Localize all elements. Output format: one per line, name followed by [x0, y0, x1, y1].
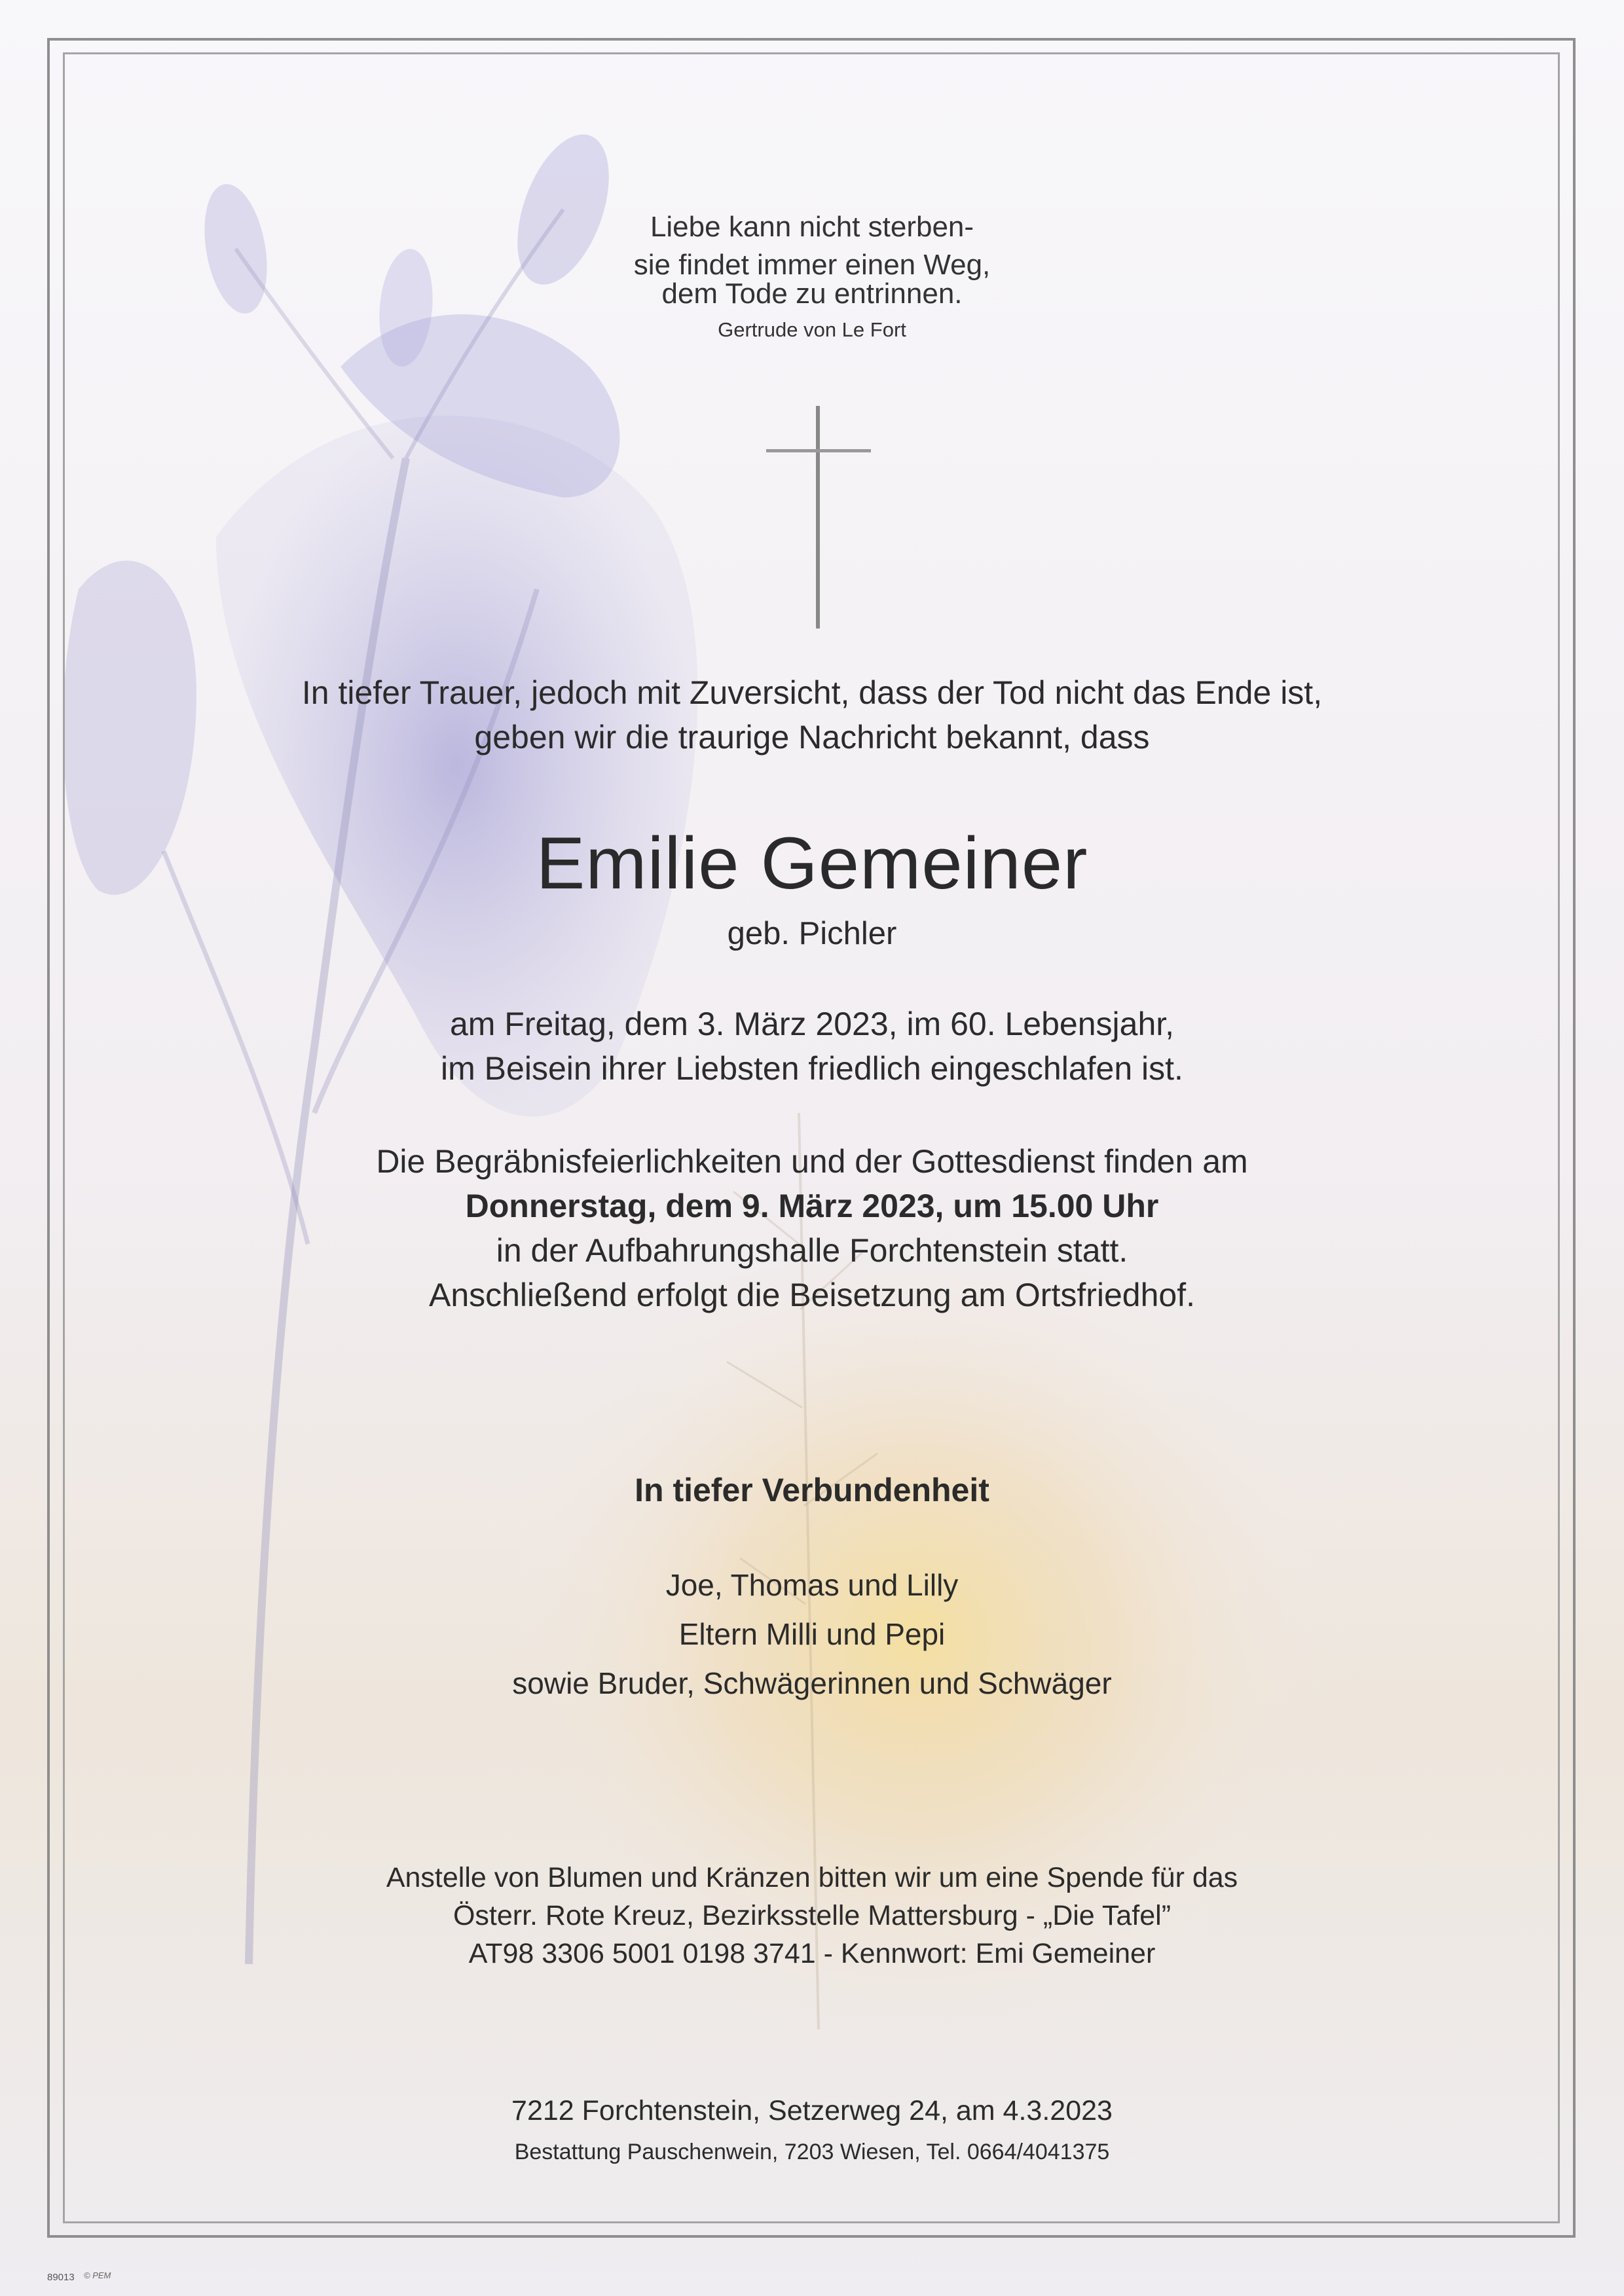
donation-line: Österr. Rote Kreuz, Bezirksstelle Mattersburg - „Die Tafel” [452, 1900, 1172, 1931]
mourner-line: Joe, Thomas und Lilly [665, 1568, 959, 1602]
cross-icon [766, 406, 871, 629]
form-code: 89013 [47, 2272, 75, 2283]
funeral-date: Donnerstag, dem 9. März 2023, um 15.00 Uhr [465, 1188, 1159, 1224]
death-line: am Freitag, dem 3. März 2023, im 60. Lebensjahr, [449, 1006, 1175, 1042]
quote-line: Liebe kann nicht sterben- [650, 211, 974, 243]
intro-line: In tiefer Trauer, jedoch mit Zuversicht, dass der Tod nicht das Ende ist, [301, 674, 1323, 711]
publisher-logo: © PEM [84, 2270, 111, 2280]
donation-line: AT98 3306 5001 0198 3741 - Kennwort: Emi Gemeiner [468, 1938, 1156, 1969]
birth-name: geb. Pichler [727, 916, 897, 951]
mourner-line: Eltern Milli und Pepi [678, 1617, 946, 1651]
address-line: 7212 Forchtenstein, Setzerweg 24, am 4.3.2023 [511, 2095, 1113, 2126]
funeral-line: Die Begräbnisfeierlichkeiten und der Gottesdienst finden am [376, 1143, 1248, 1180]
death-line: im Beisein ihrer Liebsten friedlich eingeschlafen ist. [441, 1050, 1183, 1087]
donation-line: Anstelle von Blumen und Kränzen bitten wir um eine Spende für das [386, 1862, 1238, 1893]
undertaker-line: Bestattung Pauschenwein, 7203 Wiesen, Tel. 0664/4041375 [514, 2140, 1110, 2164]
funeral-line: Anschließend erfolgt die Beisetzung am Ortsfriedhof. [428, 1277, 1196, 1313]
intro-line: geben wir die traurige Nachricht bekannt, dass [474, 719, 1150, 756]
mourner-line: sowie Bruder, Schwägerinnen und Schwäger [512, 1666, 1112, 1700]
quote-line: sie findet immer einen Weg, [633, 249, 991, 281]
mourners-heading: In tiefer Verbundenheit [635, 1472, 989, 1508]
quote-line: dem Tode zu entrinnen. [661, 278, 963, 310]
deceased-name: Emilie Gemeiner [536, 822, 1088, 904]
quote-author: Gertrude von Le Fort [718, 318, 906, 341]
funeral-line: in der Aufbahrungshalle Forchtenstein statt. [496, 1232, 1128, 1269]
